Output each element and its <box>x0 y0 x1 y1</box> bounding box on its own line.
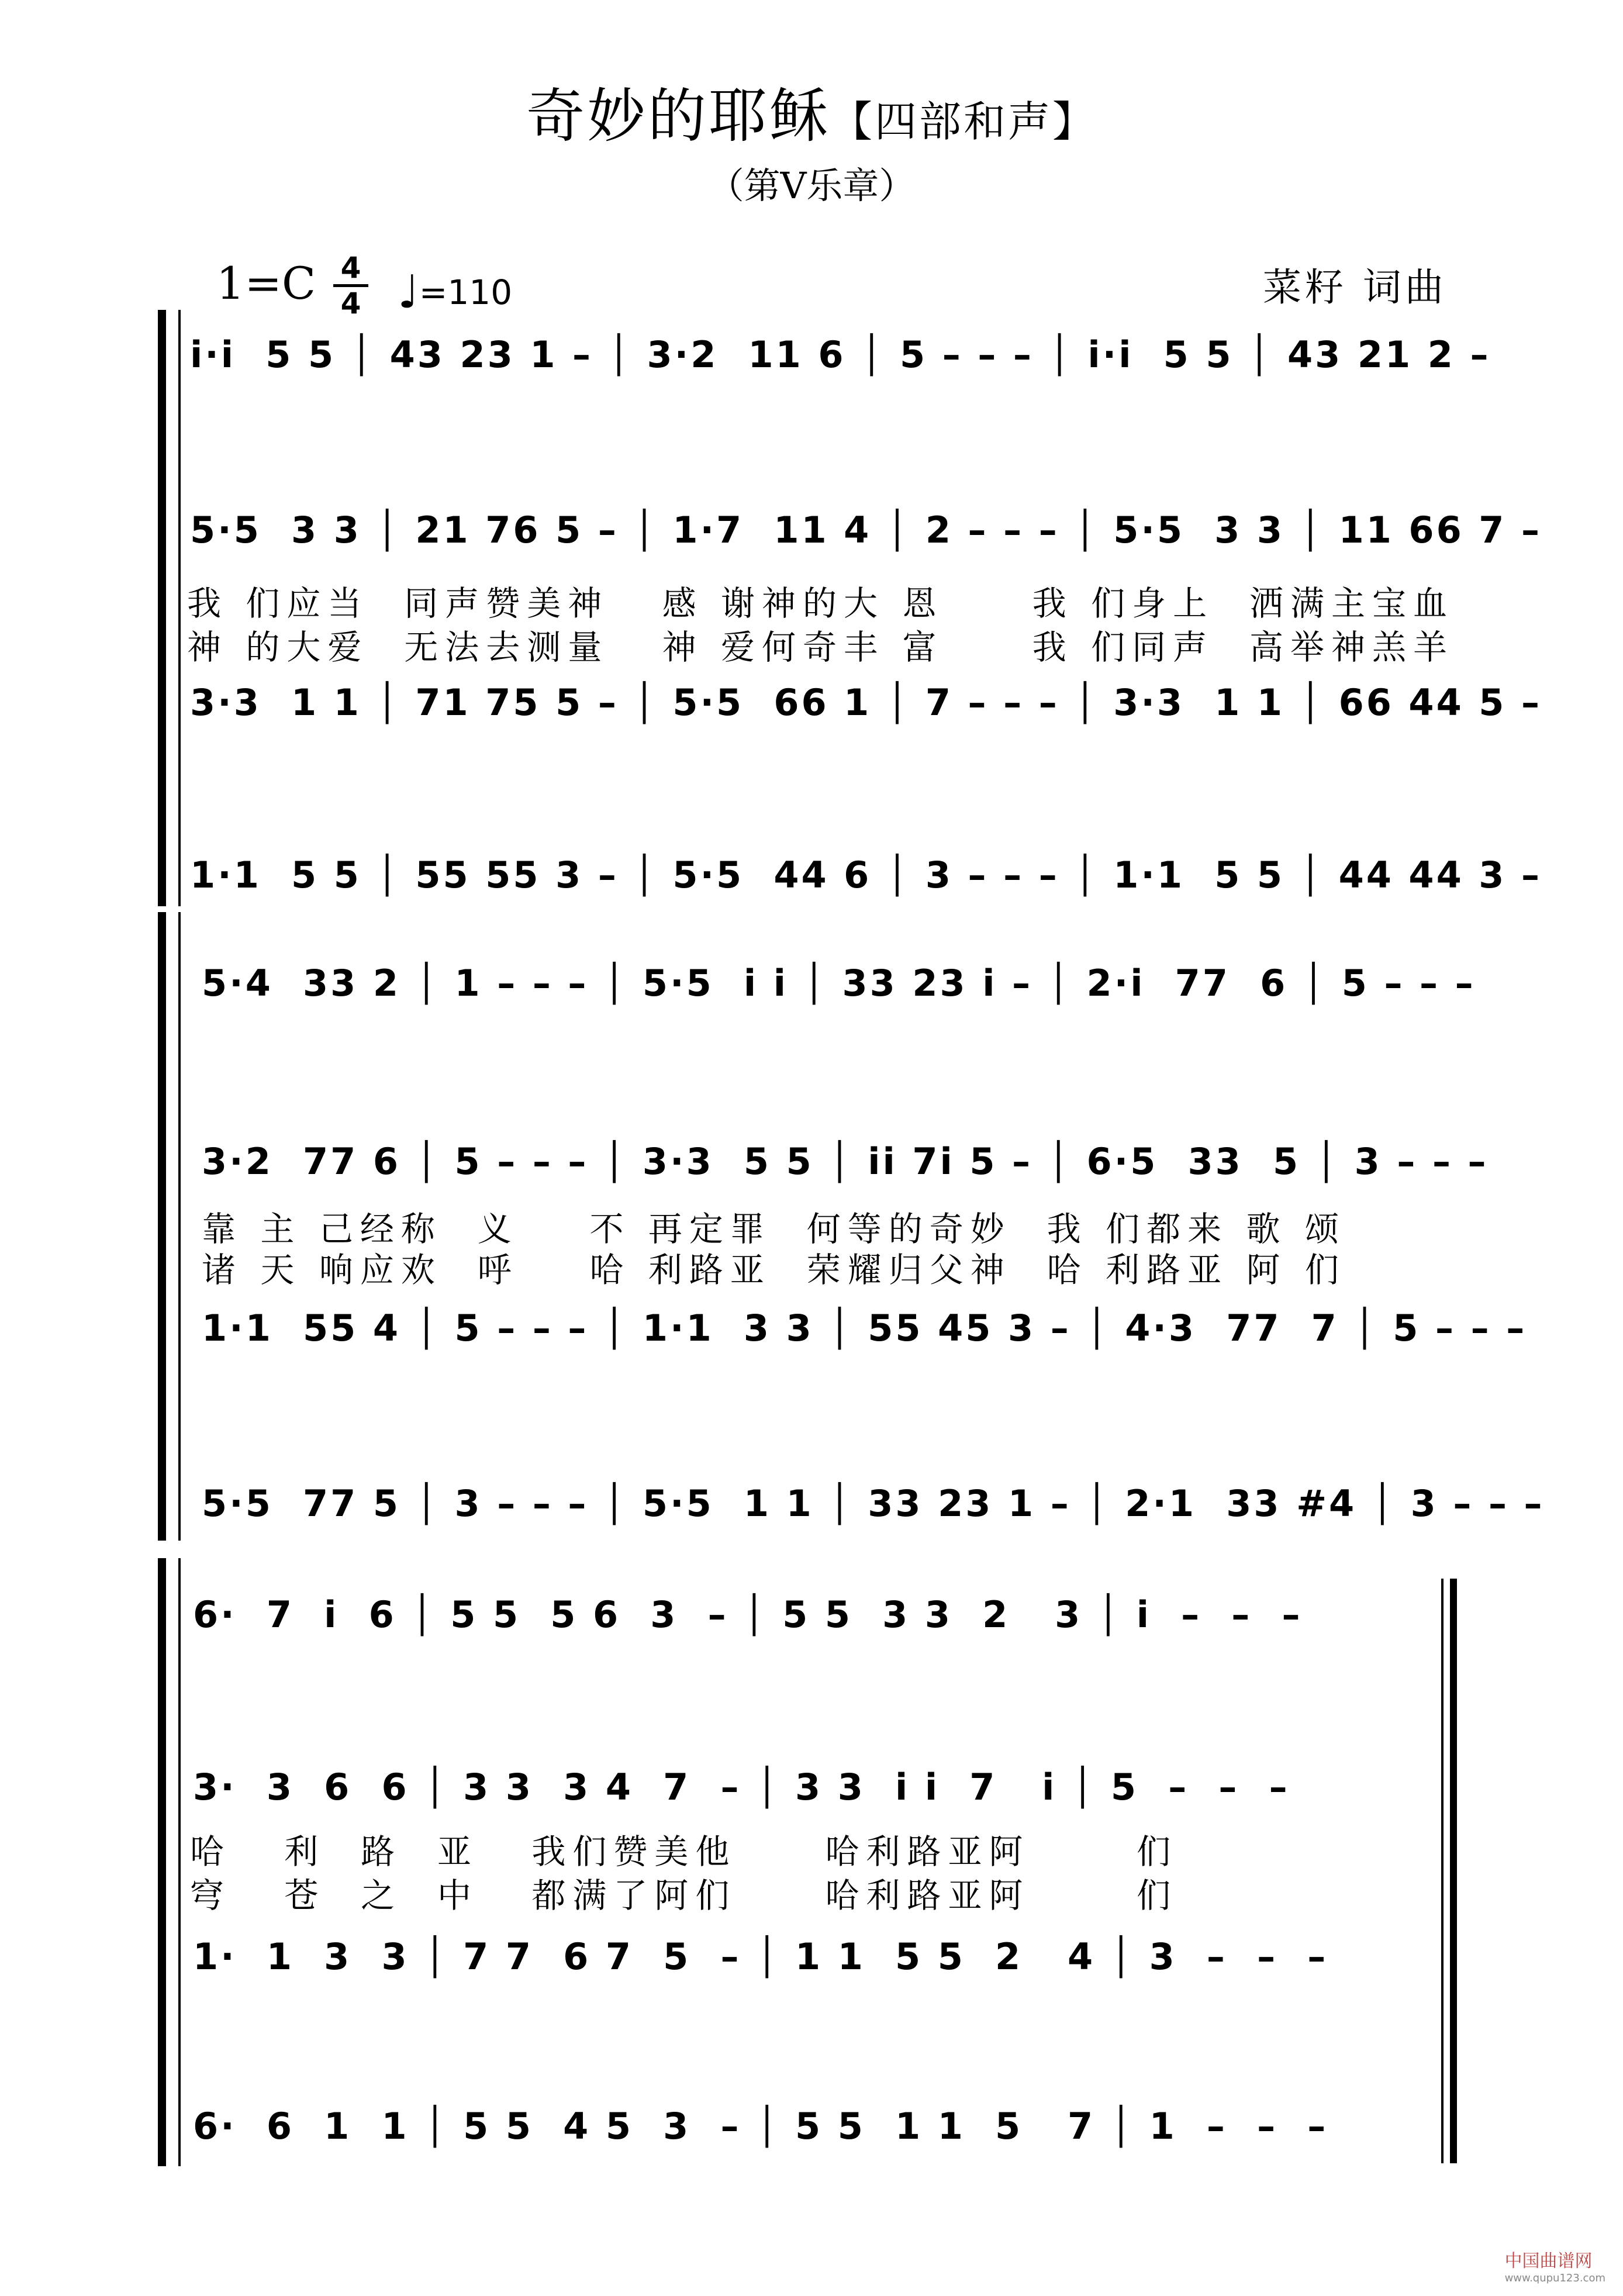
tempo-value: =110 <box>419 272 513 312</box>
site-watermark <box>1505 2246 1605 2284</box>
key-signature: 1=C <box>216 257 316 309</box>
soprano-staff: 6· 7 i 6 │ 5 5 5 6 3 – │ 5 5 3 3 2 3 │ i – – – <box>193 1593 1303 1636</box>
lyric-verse-1: 哈 利 路 亚 我们赞美他 哈利路亚阿 们 <box>190 1832 1178 1872</box>
system-line <box>178 912 181 1541</box>
bass-staff: 5·5 77 5 │ 3 – – – │ 5·5 1 1 │ 33 23 1 – │ 2·1 33 #4 │ 3 – – – <box>202 1482 1545 1525</box>
score-title: 奇妙的耶稣 <box>526 82 830 150</box>
tempo-marking <box>398 266 512 319</box>
system-line <box>178 310 181 906</box>
alto-staff: 3·2 77 6 │ 5 – – – │ 3·3 5 5 │ ii 7i 5 – │ 6·5 33 5 │ 3 – – – <box>202 1140 1489 1183</box>
lyric-verse-1: 我 们应当 同声赞美神 感 谢神的大 恩 我 们身上 洒满主宝血 <box>187 584 1454 623</box>
tenor-staff: 1·1 55 4 │ 5 – – – │ 1·1 3 3 │ 55 45 3 – │ 4·3 77 7 │ 5 – – – <box>202 1307 1527 1349</box>
alto-staff: 3· 3 6 6 │ 3 3 3 4 7 – │ 3 3 i i 7 i │ 5 – – – <box>193 1766 1290 1808</box>
score-subtitle: 【四部和声】 <box>830 97 1097 146</box>
time-signature-top: 4 <box>340 251 361 285</box>
system-bracket <box>158 912 186 1541</box>
system-bracket <box>158 310 186 906</box>
final-barline-thick <box>1450 1579 1457 2163</box>
movement-label: （第V乐章） <box>707 164 916 207</box>
time-signature-bottom: 4 <box>340 286 361 320</box>
lyric-verse-1: 靠 主 己经称 义 不 再定罪 何等的奇妙 我 们都来 歌 颂 <box>202 1209 1346 1249</box>
alto-staff: 5·5 3 3 │ 21 76 5 – │ 1·7 11 4 │ 2 – – – │ 5·5 3 3 │ 11 66 7 – <box>190 509 1542 551</box>
composer-credit: 菜籽 词曲 <box>1263 265 1447 310</box>
lyric-verse-2: 诸 天 响应欢 呼 哈 利路亚 荣耀归父神 哈 利路亚 阿 们 <box>202 1250 1346 1290</box>
tenor-staff: 3·3 1 1 │ 71 75 5 – │ 5·5 66 1 │ 7 – – – │ 3·3 1 1 │ 66 44 5 – <box>190 681 1542 724</box>
lyric-verse-2: 穹 苍 之 中 都满了阿们 哈利路亚阿 们 <box>190 1876 1178 1915</box>
bass-staff: 6· 6 1 1 │ 5 5 4 5 3 – │ 5 5 1 1 5 7 │ 1 – – – <box>193 2105 1328 2147</box>
tenor-staff: 1· 1 3 3 │ 7 7 6 7 5 – │ 1 1 5 5 2 4 │ 3 – – – <box>193 1935 1328 1978</box>
time-signature <box>333 253 368 319</box>
system-line <box>178 1558 181 2166</box>
final-barline-thin <box>1441 1579 1444 2163</box>
bass-staff: 1·1 5 5 │ 55 55 3 – │ 5·5 44 6 │ 3 – – – │ 1·1 5 5 │ 44 44 3 – <box>190 854 1542 896</box>
watermark-logo-text: 中国曲谱网 <box>1504 2251 1593 2271</box>
soprano-staff: 5·4 33 2 │ 1 – – – │ 5·5 i i │ 33 23 i – │ 2·i 77 6 │ 5 – – – <box>202 962 1476 1004</box>
soprano-staff: i·i 5 5 │ 43 23 1 – │ 3·2 11 6 │ 5 – – – │ i·i 5 5 │ 43 21 2 – <box>190 333 1491 376</box>
score-title-block <box>0 69 1623 153</box>
lyric-verse-2: 神 的大爱 无法去测量 神 爱何奇丰 富 我 们同声 高举神羔羊 <box>187 627 1454 667</box>
quarter-note-icon: ♩ <box>398 266 419 319</box>
system-bracket <box>158 1558 186 2166</box>
watermark-url: www.qupu123.com <box>1504 2272 1605 2284</box>
